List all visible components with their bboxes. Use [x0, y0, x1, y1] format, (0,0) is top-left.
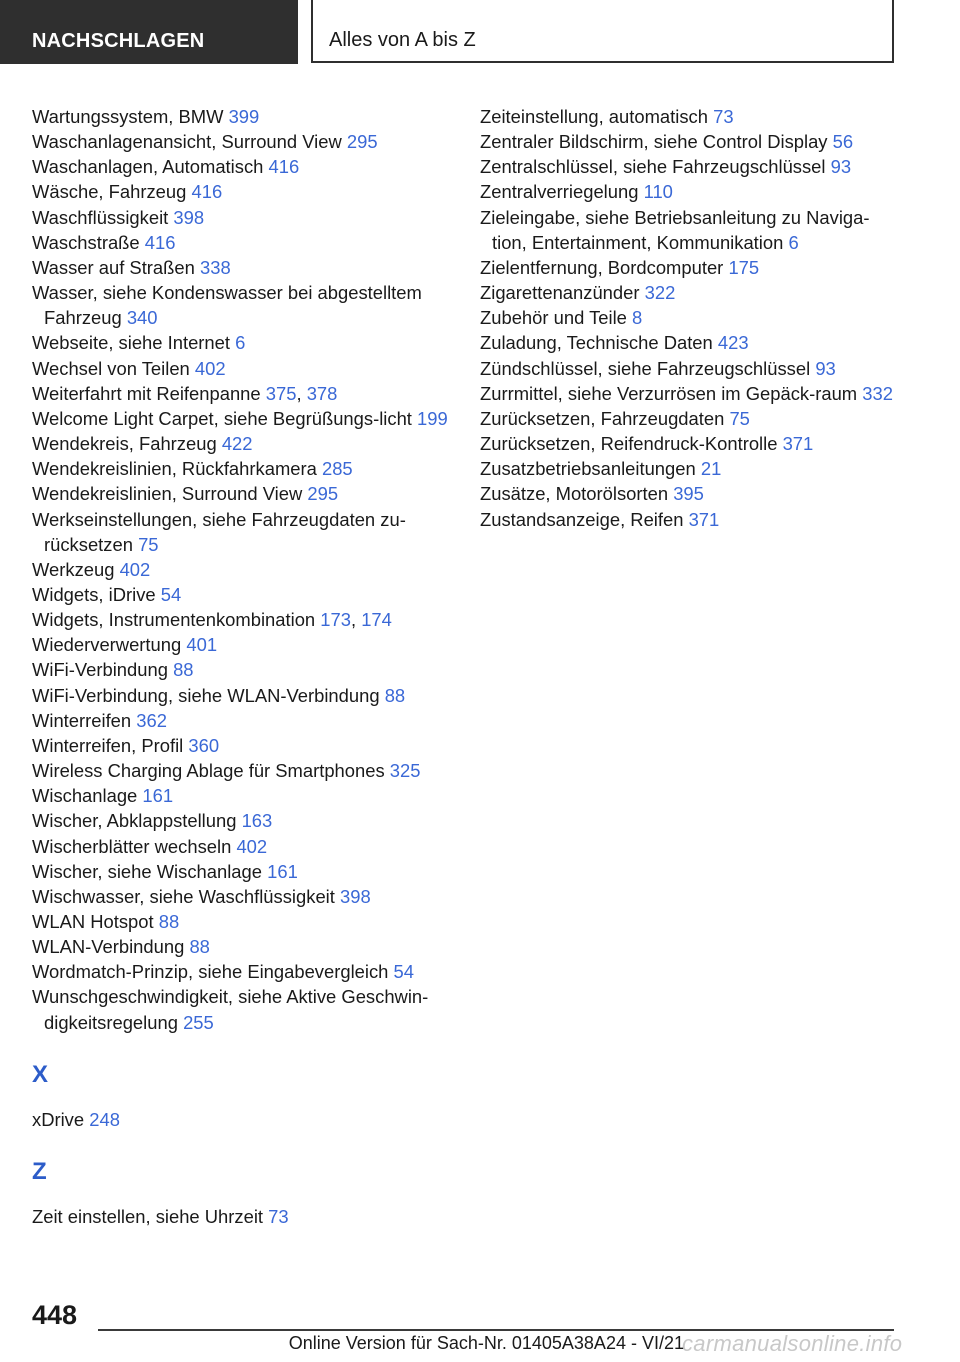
index-entry: [32, 934, 462, 959]
page-number: 448: [32, 1300, 78, 1330]
header-section-title: NACHSCHLAGEN: [32, 30, 205, 52]
index-entry-term: Zusatzbetriebsanleitungen: [480, 458, 696, 480]
watermark-logo: carmanualsonline.info: [682, 1331, 903, 1356]
index-column-right: [480, 104, 900, 532]
index-entry-term: WiFi-Verbindung, siehe WLAN-Verbindung: [32, 684, 380, 706]
index-entry-term: WLAN Hotspot: [32, 911, 154, 932]
header-chapter-title: Alles von A bis Z: [329, 29, 476, 51]
index-page-link[interactable]: 378: [306, 382, 338, 404]
index-entry: [32, 884, 462, 909]
index-page-link[interactable]: 416: [191, 181, 223, 203]
index-entry-term: Waschanlagenansicht, Surround View: [32, 131, 342, 153]
index-entry: [32, 683, 462, 708]
index-page-link[interactable]: 416: [144, 231, 176, 253]
index-entry-term: Waschflüssigkeit: [32, 206, 169, 228]
index-entry-term: Winterreifen, Profil: [32, 734, 184, 756]
index-entry-term: Zieleingabe, siehe Betriebsanleitung zu Naviga-tion, Entertainment, Kommunikation: [480, 206, 870, 253]
index-entry: [32, 1204, 462, 1229]
index-page-link[interactable]: 93: [815, 357, 836, 379]
index-entry-term: Waschstraße: [32, 231, 140, 253]
index-entry: [480, 205, 900, 255]
index-page-link[interactable]: 360: [188, 734, 220, 756]
index-page-link[interactable]: 21: [700, 458, 722, 480]
index-entry: [32, 758, 462, 783]
index-page-link[interactable]: 395: [673, 483, 704, 505]
index-page-link[interactable]: 199: [417, 407, 448, 429]
index-page-link[interactable]: 285: [321, 458, 353, 480]
index-entry-term: xDrive: [32, 1108, 85, 1130]
index-page-link[interactable]: 248: [89, 1108, 120, 1130]
index-page-link[interactable]: 398: [340, 885, 371, 907]
index-entry-term: Wordmatch-Prinzip, siehe Eingabevergleich: [32, 961, 389, 983]
index-entry-term: Zurücksetzen, Reifendruck-Kontrolle: [480, 433, 778, 455]
index-entry-term: Widgets, Instrumentenkombination: [32, 609, 316, 631]
index-entry: [480, 431, 900, 456]
index-entry-term: Zuladung, Technische Daten: [480, 332, 713, 354]
index-entry: [32, 330, 462, 355]
index-page-link[interactable]: 75: [138, 533, 159, 555]
index-page-link[interactable]: 371: [688, 508, 720, 530]
index-entry-term: Zurrmittel, siehe Verzurrösen im Gepäck-raum: [480, 382, 858, 404]
index-entry: [32, 255, 462, 280]
index-entry: [32, 456, 462, 481]
index-entry-term: WiFi-Verbindung: [32, 659, 168, 681]
index-entry-term: Wireless Charging Ablage für Smartphones: [32, 760, 385, 782]
index-page-link[interactable]: 88: [384, 684, 406, 706]
index-page-link[interactable]: 295: [346, 131, 378, 153]
index-entry: [480, 381, 900, 406]
index-entry-term: Zentralschlüssel, siehe Fahrzeugschlüssel: [480, 156, 826, 178]
index-entry: Widgets, Instrumentenkombination 173, 174: [32, 609, 392, 631]
index-entry-term: Zentralverriegelung: [480, 181, 639, 203]
index-entry: [32, 959, 462, 984]
index-entry-term: Werkzeug: [32, 558, 115, 580]
index-page-link[interactable]: 73: [268, 1205, 289, 1227]
index-entry: [32, 507, 462, 557]
index-entry: [480, 154, 900, 179]
index-entry: [480, 129, 900, 154]
index-entry-term: Zubehör und Teile: [480, 307, 627, 329]
index-entry: [32, 179, 462, 204]
index-entry: [32, 1107, 462, 1132]
index-entry-term: Wendekreis, Fahrzeug: [32, 433, 217, 455]
index-entry-term: Wischer, siehe Wischanlage: [32, 860, 262, 882]
index-page-link[interactable]: 93: [830, 156, 852, 178]
index-entry-term: Wischer, Abklappstellung: [32, 810, 237, 832]
index-entry-term: Wischwasser, siehe Waschflüssigkeit: [32, 885, 335, 907]
index-entry: [480, 507, 900, 532]
index-entry: [32, 984, 462, 1034]
index-page-link[interactable]: 402: [236, 835, 268, 857]
index-entry: [32, 557, 462, 582]
index-entry: [32, 129, 462, 154]
index-entry: [32, 808, 462, 833]
index-page-link[interactable]: 375: [265, 382, 297, 404]
index-entry: [32, 481, 462, 506]
index-entry-term: Weiterfahrt mit Reifenpanne: [32, 382, 261, 404]
index-page-link[interactable]: 398: [173, 206, 205, 228]
index-entry: [480, 481, 900, 506]
index-entry-term: Webseite, siehe Internet: [32, 332, 230, 354]
index-entry: [480, 406, 900, 431]
index-entry: [32, 859, 462, 884]
index-page-link[interactable]: 322: [644, 282, 676, 304]
index-page-link[interactable]: 88: [173, 659, 194, 681]
index-page-link[interactable]: 174: [361, 609, 392, 631]
index-entry-term: Wischerblätter wechseln: [32, 835, 232, 857]
index-entry-term: Zeit einstellen, siehe Uhrzeit: [32, 1205, 264, 1227]
index-entry: [32, 632, 462, 657]
index-entry-term: Zeiteinstellung, automatisch: [480, 106, 708, 127]
index-entry: [480, 179, 900, 204]
index-page-link[interactable]: 295: [307, 483, 339, 505]
index-entry-term: Wendekreislinien, Surround View: [32, 483, 303, 505]
index-page-link[interactable]: 161: [267, 860, 298, 882]
index-entry: [32, 230, 462, 255]
index-entry: [32, 708, 462, 733]
index-entry: [32, 356, 462, 381]
index-entry: [32, 154, 462, 179]
header-chapter-box: [311, 0, 894, 63]
index-entry-term: Wäsche, Fahrzeug: [32, 181, 187, 203]
index-entry: [480, 330, 900, 355]
index-page-link[interactable]: 338: [199, 256, 231, 278]
index-entry-term: Zusätze, Motorölsorten: [480, 483, 669, 505]
index-entry-term: Werkseinstellungen, siehe Fahrzeugdaten zu-rücksetzen: [32, 508, 406, 555]
index-entry-term: Zurücksetzen, Fahrzeugdaten: [480, 407, 725, 429]
index-entry-term: Zigarettenanzünder: [480, 282, 640, 304]
index-entry: [32, 582, 462, 607]
index-entry-term: Wechsel von Teilen: [32, 357, 190, 379]
index-page-link[interactable]: 56: [832, 131, 854, 153]
index-page-link[interactable]: 340: [126, 307, 158, 329]
index-page-link[interactable]: 8: [632, 307, 643, 329]
index-entry: [32, 733, 462, 758]
index-page-link[interactable]: 88: [189, 936, 210, 958]
index-entry: [32, 909, 462, 934]
index-page-link[interactable]: 163: [241, 810, 273, 832]
index-entry: [32, 657, 462, 682]
index-entry: [32, 280, 462, 330]
index-entry: [480, 356, 900, 381]
section-letter-heading: X: [32, 1060, 49, 1088]
index-entry-term: Zustandsanzeige, Reifen: [480, 508, 684, 530]
index-entry-term: Waschanlagen, Automatisch: [32, 156, 264, 178]
index-entry-term: Wunschgeschwindigkeit, siehe Aktive Geschwin-digkeitsregelung: [32, 986, 429, 1033]
index-page-link[interactable]: 255: [183, 1011, 214, 1033]
index-entry: [32, 406, 462, 431]
index-page-link[interactable]: 371: [782, 433, 814, 455]
index-entry-term: WLAN-Verbindung: [32, 936, 185, 958]
index-page-link[interactable]: 422: [221, 433, 253, 455]
index-page-link[interactable]: 325: [389, 760, 421, 782]
index-entry: Weiterfahrt mit Reifenpanne 375, 378: [32, 382, 338, 404]
index-page-link[interactable]: 401: [186, 634, 218, 656]
index-page-link[interactable]: 402: [194, 357, 226, 379]
index-entry: [480, 255, 900, 280]
header-section-tab: [0, 0, 298, 64]
index-page-link[interactable]: 54: [393, 961, 415, 983]
index-entry-term: Wasser, siehe Kondenswasser bei abgestelltem Fahrzeug: [32, 282, 422, 329]
index-page-link[interactable]: 161: [142, 785, 174, 807]
index-entry: [32, 104, 462, 129]
index-entry-term: Wendekreislinien, Rückfahrkamera: [32, 458, 317, 480]
index-page-link[interactable]: 54: [160, 583, 182, 605]
index-entry: [480, 104, 900, 129]
index-page-link[interactable]: 110: [643, 181, 673, 203]
index-entry: [480, 456, 900, 481]
index-entry-term: Zielentfernung, Bordcomputer: [480, 256, 724, 278]
index-entry: [32, 783, 462, 808]
index-entry-term: Zündschlüssel, siehe Fahrzeugschlüssel: [480, 357, 811, 379]
index-page-link[interactable]: 73: [713, 106, 734, 127]
index-page-link[interactable]: 416: [268, 156, 300, 178]
index-page-link[interactable]: 362: [136, 709, 167, 731]
index-entry: [32, 205, 462, 230]
index-page-link[interactable]: 75: [729, 407, 750, 429]
index-entry-term: Winterreifen: [32, 709, 132, 731]
index-page-link[interactable]: 88: [158, 911, 180, 932]
index-entry: [32, 431, 462, 456]
section-letter-heading: Z: [32, 1157, 47, 1185]
index-page-link[interactable]: 6: [788, 231, 799, 253]
index-page-link[interactable]: 332: [862, 382, 893, 404]
index-entry: [480, 280, 900, 305]
index-entry-term: Wasser auf Straßen: [32, 256, 195, 278]
index-page-link[interactable]: 175: [728, 256, 760, 278]
index-entry-term: Wartungssystem, BMW: [32, 106, 224, 127]
index-page-link[interactable]: 173: [320, 609, 351, 631]
index-entry: [32, 834, 462, 859]
index-entry: [480, 305, 900, 330]
index-page-link[interactable]: 399: [228, 106, 260, 127]
index-entry-term: Wiederverwertung: [32, 634, 182, 656]
footer-online-version: Online Version für Sach-Nr. 01405A38A24 - VI/21: [288, 1333, 684, 1353]
index-page-link[interactable]: 423: [717, 332, 749, 354]
index-entry-term: Zentraler Bildschirm, siehe Control Display: [480, 131, 828, 153]
index-page-link[interactable]: 402: [119, 558, 151, 580]
index-page-link[interactable]: 6: [235, 332, 246, 354]
index-column-left: [32, 104, 462, 1229]
index-entry-term: Widgets, iDrive: [32, 583, 156, 605]
index-entry-term: Wischanlage: [32, 785, 138, 807]
index-entry-term: Welcome Light Carpet, siehe Begrüßungs-licht: [32, 407, 412, 429]
